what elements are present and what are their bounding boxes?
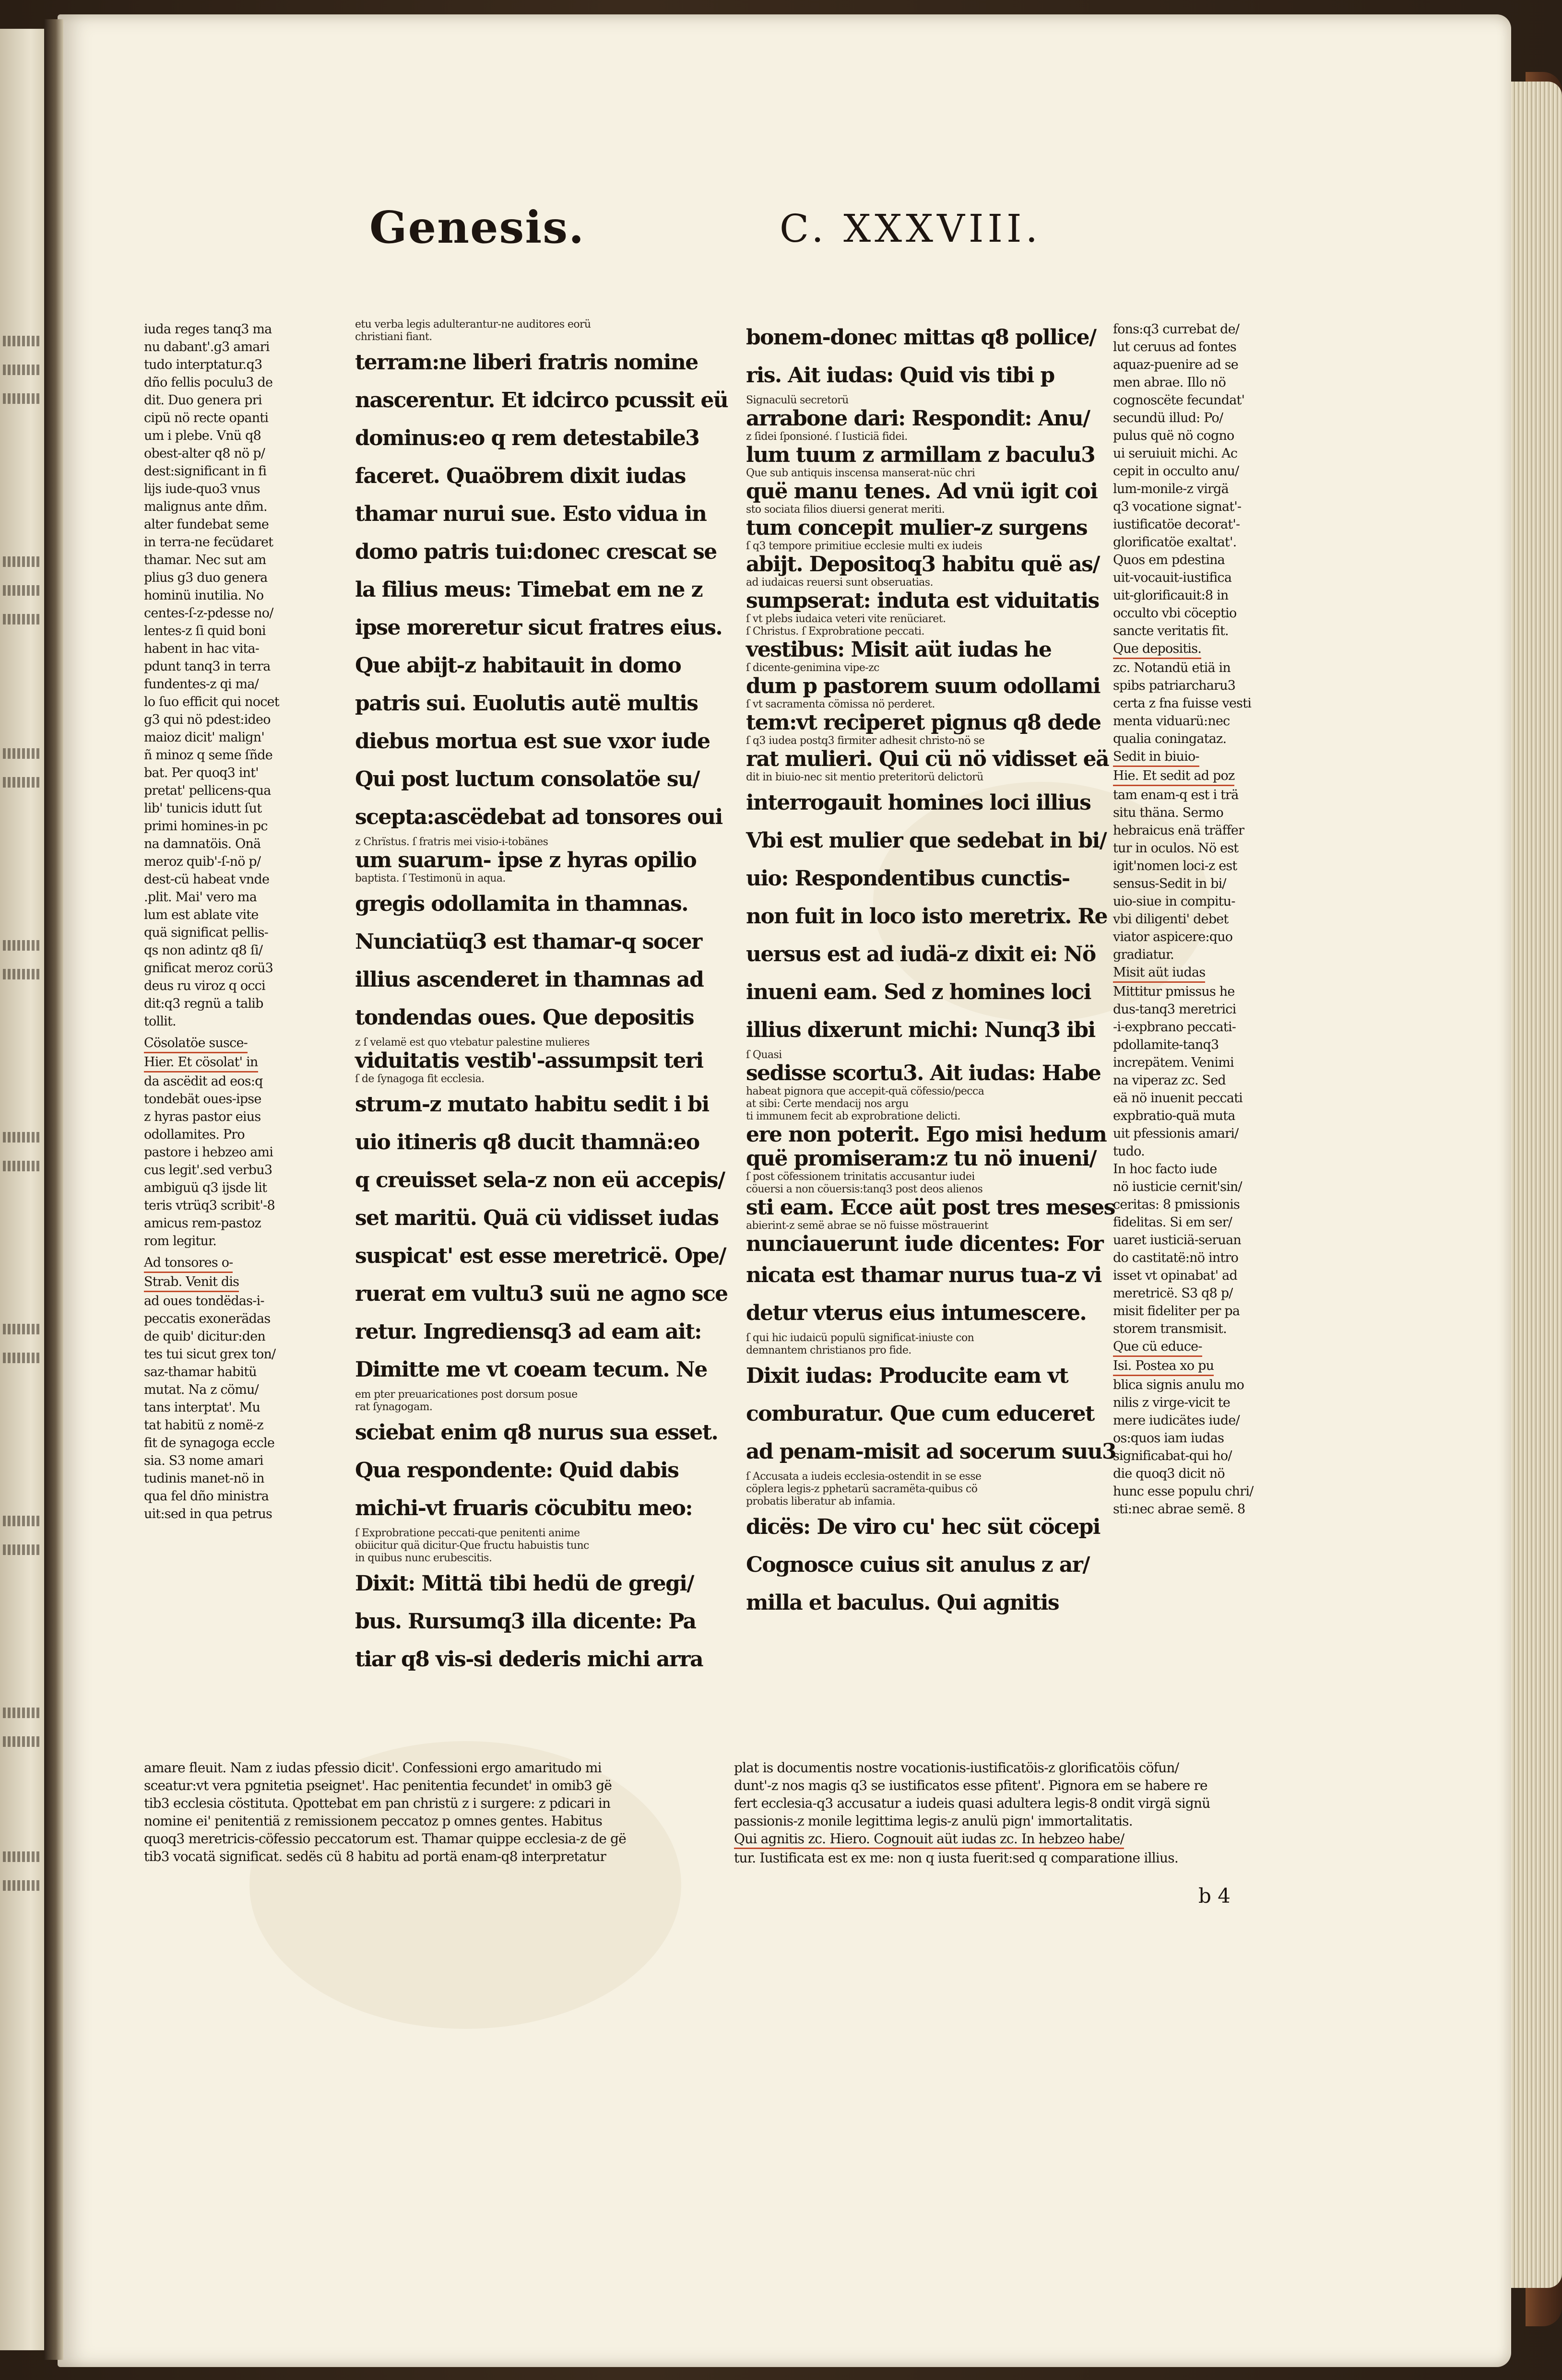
gloss-line: occulto vbi cöceptio: [1113, 606, 1237, 621]
gloss-line: quoq3 meretricis-cöfessio peccatorum est. Thamar quippe ecclesia-z de gë: [144, 1831, 627, 1847]
gloss-line: menta viduarü:nec: [1113, 714, 1230, 729]
gloss-line: ambiguü q3 ijsde lit: [144, 1180, 267, 1195]
gloss-line: cepit in occulto anu/: [1113, 464, 1239, 479]
text-line: bonem-donec mittas q8 pollice/: [746, 325, 1096, 350]
text-line: thamar nurui sue. Esto vidua in: [355, 502, 707, 526]
gloss-line: In hoc facto iude: [1113, 1162, 1217, 1177]
gloss-line: ui seruiuit michi. Ac: [1113, 446, 1238, 461]
gloss-line: amicus rem-pastoz: [144, 1216, 261, 1231]
gloss-line: situ thäna. Sermo: [1113, 805, 1223, 820]
gloss-line: iustificatöe decorat'-: [1113, 517, 1240, 532]
interlinear-gloss: etu verba legis adulterantur-ne auditores eorü: [355, 318, 591, 330]
gloss-line: Sedit in biuio-: [1113, 748, 1199, 767]
gloss-line: gradiatur.: [1113, 947, 1174, 962]
interlinear-gloss: ſ Quasi: [746, 1049, 782, 1061]
gloss-line: Isi. Postea xo pu: [1113, 1357, 1214, 1376]
gloss-line: isset vt opinabat' ad: [1113, 1268, 1237, 1283]
interlinear-gloss: sto sociata filios diuersi generat meriti.: [746, 504, 945, 516]
gloss-line: significabat-qui ho/: [1113, 1449, 1232, 1463]
gloss-line: fert ecclesia-q3 accusatur a iudeis quasi adultera legis-8 ondit virgä signü: [734, 1795, 1210, 1811]
interlinear-gloss: z ſ velamë est quo vtebatur palestine mulieres: [355, 1037, 590, 1049]
gloss-line: dit:q3 regnü a talib: [144, 996, 263, 1011]
gloss-line: Hie. Et sedit ad poz: [1113, 767, 1234, 786]
gloss-line: lut ceruus ad fontes: [1113, 340, 1236, 354]
text-line: ruerat em vultu3 suü ne agno sce: [355, 1282, 728, 1306]
gloss-line: maioz dicit' malign': [144, 730, 264, 745]
text-line: dum p pastorem suum odollami: [746, 674, 1100, 698]
text-line: milla et baculus. Qui agnitis: [746, 1591, 1059, 1615]
gloss-line: sia. S3 nome amari: [144, 1453, 263, 1468]
gloss-line: centes-ſ-z-pdesse no/: [144, 606, 273, 621]
interlinear-gloss: Que sub antiquis inscensa manserat-nüc chri: [746, 467, 975, 479]
interlinear-gloss: ſ Accusata a iudeis ecclesia-ostendit in se esse: [746, 1471, 982, 1483]
gloss-line: zc. Notandü etiä in: [1113, 660, 1231, 675]
running-title: Genesis.: [369, 201, 585, 253]
text-line: nascerentur. Et idcirco pcussit eü: [355, 388, 728, 412]
text-line: strum-z mutato habitu sedit i bi: [355, 1092, 709, 1117]
text-line: tem:vt reciperet pignus q8 dede: [746, 710, 1101, 735]
gloss-line: teris vtrüq3 scribit'-8: [144, 1198, 275, 1213]
text-line: um suarum- ipse z hyras opilio: [355, 848, 697, 872]
gloss-line: lum est ablate vite: [144, 907, 259, 922]
text-line: uersus est ad iudä-z dixit ei: Nö: [746, 942, 1096, 966]
text-line: q creuisset sela-z non eü accepis/: [355, 1168, 725, 1192]
gloss-line: um i plebe. Vnü q8: [144, 428, 261, 443]
text-line: Qua respondente: Quid dabis: [355, 1458, 679, 1483]
text-line: set maritü. Quä cü vidisset iudas: [355, 1206, 719, 1230]
text-line: detur vterus eius intumescere.: [746, 1301, 1087, 1325]
gloss-line: pdunt tanq3 in terra: [144, 659, 271, 674]
interlinear-gloss: ti immunem fecit ab exprobratione delicti.: [746, 1110, 960, 1122]
text-line: inueni eam. Sed z homines loci: [746, 980, 1091, 1004]
gloss-line: uit pfessionis amari/: [1113, 1126, 1239, 1141]
gloss-line: g3 qui nö pdest:ideo: [144, 712, 271, 727]
text-line: ad penam-misit ad socerum suu3: [746, 1439, 1116, 1464]
gloss-line: sancte veritatis fit.: [1113, 624, 1229, 638]
text-line: lum tuum z armillam z baculu3: [746, 443, 1095, 467]
interlinear-gloss: ad iudaicas reuersi sunt obseruatias.: [746, 577, 933, 589]
gloss-line: tat habitü z nomë-z: [144, 1418, 263, 1433]
text-line: dominus:eo q rem detestabile3: [355, 426, 699, 450]
interlinear-gloss: ſ q3 iudea postq3 firmiter adhesit christo-nö se: [746, 735, 985, 747]
book-gutter: [44, 19, 63, 2360]
interlinear-gloss: ſ dicente-genimina vipe-zc: [746, 662, 879, 674]
gloss-line: Que cü educe-: [1113, 1338, 1202, 1357]
interlinear-gloss: ſ vt plebs iudaica veteri vite renüciaret.: [746, 613, 946, 625]
gloss-line: lentes-z ſi quid boni: [144, 624, 266, 638]
gloss-line: men abrae. Illo nö: [1113, 375, 1226, 390]
bottom-gloss-right: [734, 1759, 1262, 1867]
gloss-line: storem transmisit.: [1113, 1321, 1227, 1336]
gloss-line: lijs iude-quo3 vnus: [144, 482, 260, 496]
gloss-line: tur in oculos. Nö est: [1113, 841, 1239, 856]
text-line: domo patris tui:donec crescat se: [355, 540, 717, 564]
text-line: dicës: De viro cu' hec süt cöcepi: [746, 1515, 1100, 1539]
gloss-line: os:quos iam iudas: [1113, 1431, 1224, 1446]
text-line: arrabone dari: Respondit: Anu/: [746, 406, 1090, 431]
gloss-line: sensus-Sedit in bi/: [1113, 876, 1226, 891]
gloss-line: hebraicus enä träffer: [1113, 823, 1244, 838]
gloss-line: plius g3 duo genera: [144, 570, 268, 585]
gloss-line: da ascëdit ad eos:q: [144, 1074, 263, 1089]
gloss-line: expbratio-quä muta: [1113, 1108, 1235, 1123]
gloss-line: aquaz-puenire ad se: [1113, 357, 1238, 372]
gloss-line: Cösolatöe susce-: [144, 1034, 248, 1053]
gloss-line: Mittitur pmissus he: [1113, 984, 1235, 999]
gloss-line: hunc esse populu chri/: [1113, 1484, 1254, 1499]
interlinear-gloss: z Chrïstus. ſ fratris mei visio-i-tobänes: [355, 836, 548, 848]
text-line: ere non poterit. Ego misi hedum: [746, 1122, 1107, 1147]
gloss-line: tes tui sicut grex ton/: [144, 1347, 276, 1362]
gloss-line: fundentes-z qi ma/: [144, 677, 259, 692]
text-line: retur. Ingrediensq3 ad eam ait:: [355, 1320, 701, 1344]
gloss-line: nö iusticie cernit'sin/: [1113, 1179, 1242, 1194]
gloss-line: .plit. Mai' vero ma: [144, 890, 257, 905]
gloss-line: cognoscëte fecundat': [1113, 393, 1245, 408]
gloss-line: plat is documentis nostre vocationis-iustificatöis-z glorificatöis cöfun/: [734, 1760, 1179, 1776]
gloss-line: mutat. Na z cömu/: [144, 1382, 259, 1397]
interlinear-gloss: cöuersi a non cöuersis:tanq3 post deos alienos: [746, 1183, 983, 1195]
gloss-line: pastore i hebzeo ami: [144, 1145, 273, 1160]
gloss-line: passionis-z monile legittima legis-z anulü pign' immortalitatis.: [734, 1813, 1133, 1829]
left-text-column: [355, 318, 728, 1678]
text-line: vestibus: Misit aüt iudas he: [746, 637, 1052, 662]
gloss-line: ceritas: 8 pmissionis: [1113, 1197, 1240, 1212]
gloss-line: Strab. Venit dis: [144, 1273, 239, 1292]
gloss-line: fons:q3 currebat de/: [1113, 322, 1240, 337]
gloss-line: na viperaz zc. Sed: [1113, 1073, 1226, 1088]
gloss-line: sti:nec abrae semë. 8: [1113, 1502, 1245, 1517]
gloss-line: lib' tunicis idutt ſut: [144, 801, 262, 816]
text-line: michi-vt fruaris cöcubitu meo:: [355, 1496, 693, 1520]
gloss-line: eä nö inuenit peccati: [1113, 1091, 1243, 1106]
gloss-line: ñ minoz q seme ſñde: [144, 748, 272, 763]
gloss-line: tudo.: [1113, 1144, 1145, 1159]
gloss-line: tans interptat'. Mu: [144, 1400, 260, 1415]
text-line: tiar q8 vis-si dederis michi arra: [355, 1647, 703, 1672]
text-line: terram:ne liberi fratris nomine: [355, 350, 698, 375]
text-line: Qui post luctum consolatöe su/: [355, 767, 699, 791]
gloss-line: -i-expbrano peccati-: [1113, 1020, 1236, 1035]
text-line: Cognosce cuius sit anulus z ar/: [746, 1553, 1089, 1577]
gloss-line: fidelitas. Si em ser/: [1113, 1215, 1232, 1230]
interlinear-gloss: obiicitur quä dicitur-Que fructu habuistis tunc: [355, 1540, 589, 1552]
text-line: Dixit iudas: Producite eam vt: [746, 1364, 1068, 1388]
gloss-line: viator aspicere:quo: [1113, 930, 1233, 944]
bottom-gloss-left: [144, 1759, 672, 1865]
gloss-line: Quos em pdestina: [1113, 553, 1225, 567]
interlinear-gloss: rat ſynagogam.: [355, 1401, 433, 1413]
gloss-line: tur. Iustificata est ex me: non q iusta fuerit:sed q comparatione illius.: [734, 1850, 1178, 1866]
gloss-line: dit. Duo genera pri: [144, 393, 262, 408]
gloss-line: cus legit'.sed verbu3: [144, 1163, 272, 1178]
gloss-line: odollamites. Pro: [144, 1127, 245, 1142]
gloss-line: primi homines-in pc: [144, 819, 268, 834]
gloss-line: Qui agnitis zc. Hiero. Cognouit aüt iudas zc. In hebzeo habe/: [734, 1830, 1124, 1849]
interlinear-gloss: demnantem christianos pro fide.: [746, 1344, 911, 1356]
gloss-line: saz-thamar habitü: [144, 1365, 257, 1379]
text-line: tum concepit mulier-z surgens: [746, 516, 1088, 540]
gloss-line: nu dabant'.g3 amari: [144, 340, 270, 354]
gloss-line: ad oues tondëdas-i-: [144, 1294, 264, 1308]
text-line: rat mulieri. Qui cü nö vidisset eä: [746, 747, 1109, 771]
interlinear-gloss: ſ post cöfessionem trinitatis accusantur iudei: [746, 1171, 975, 1183]
gloss-line: de quib' dicitur:den: [144, 1329, 266, 1344]
text-line: sedisse scortu3. Ait iudas: Habe: [746, 1061, 1101, 1085]
gloss-line: spibs patriarcharu3: [1113, 678, 1236, 693]
gloss-line: igit'nomen loci-z est: [1113, 859, 1237, 873]
gloss-line: secundü illud: Po/: [1113, 411, 1223, 425]
text-line: patris sui. Euolutis autë multis: [355, 691, 698, 716]
gloss-line: tudo interptatur.q3: [144, 357, 262, 372]
gloss-line: glorificatöe exaltat'.: [1113, 535, 1237, 550]
interlinear-gloss: cöplera legis-z pphetarü sacramëta-quibus cö: [746, 1483, 978, 1495]
gloss-line: tudinis manet-nö in: [144, 1471, 264, 1486]
text-line: ipse moreretur sicut fratres eius.: [355, 615, 722, 640]
text-line: uio itineris q8 ducit thamnä:eo: [355, 1130, 699, 1155]
gloss-line: meroz quib'-ſ-nö p/: [144, 854, 261, 869]
text-line: suspicat' est esse meretricë. Ope/: [355, 1244, 726, 1268]
text-line: illius dixerunt michi: Nunq3 ibi: [746, 1018, 1095, 1042]
interlinear-gloss: ſ qui hic iudaicü populü significat-iniuste con: [746, 1332, 974, 1344]
gloss-line: na damnatöis. Onä: [144, 837, 261, 851]
text-line: ris. Ait iudas: Quid vis tibi p: [746, 363, 1054, 388]
gloss-line: Ad tonsores o-: [144, 1254, 233, 1273]
gloss-line: pdollamite-tanq3: [1113, 1037, 1219, 1052]
text-line: diebus mortua est sue vxor iude: [355, 729, 710, 754]
gloss-line: vbi diligenti' debet: [1113, 912, 1229, 927]
interlinear-gloss: em pter preuaricationes post dorsum posue: [355, 1389, 578, 1401]
gloss-line: uio-siue in compitu-: [1113, 894, 1235, 909]
gloss-line: pulus quë nö cogno: [1113, 428, 1234, 443]
text-line: sti eam. Ecce aüt post tres meses: [746, 1195, 1115, 1220]
gloss-line: quä significat pellis-: [144, 925, 268, 940]
gloss-line: fit de synagoga eccle: [144, 1436, 275, 1450]
right-gloss-column: [1113, 320, 1266, 1518]
gloss-line: tib3 ecclesia cöstituta. Qpottebat em pan christü z i surgere: z pdicari in: [144, 1795, 611, 1811]
text-line: Nunciatüq3 est thamar-q socer: [355, 930, 702, 954]
text-line: quë promiseram:z tu nö inueni/: [746, 1146, 1096, 1171]
interlinear-gloss: in quibus nunc erubescitis.: [355, 1552, 492, 1564]
interlinear-gloss: ſ Exprobratione peccati-que penitenti anime: [355, 1527, 580, 1539]
text-line: gregis odollamita in thamnas.: [355, 892, 688, 916]
gloss-line: malignus ante dñm.: [144, 499, 267, 514]
gloss-line: meretricë. S3 q8 p/: [1113, 1286, 1233, 1301]
gloss-line: Hier. Et cösolat' in: [144, 1053, 258, 1072]
facing-page-edge: [0, 29, 44, 2350]
gloss-line: tam enam-q est i trä: [1113, 788, 1239, 802]
text-line: bus. Rursumq3 illa dicente: Pa: [355, 1609, 696, 1634]
gloss-line: increpätem. Venimi: [1113, 1055, 1234, 1070]
interlinear-gloss: Signaculü secretorü: [746, 394, 849, 406]
gloss-line: uit-vocauit-iustifica: [1113, 570, 1232, 585]
text-line: abijt. Depositoq3 habitu quë as/: [746, 552, 1100, 577]
chapter-number: C. XXXVIII.: [780, 206, 1042, 251]
text-line: nicata est thamar nurus tua-z vi: [746, 1263, 1101, 1287]
gloss-line: qua fel dño ministra: [144, 1489, 269, 1504]
gloss-line: dest-cü habeat vnde: [144, 872, 270, 887]
gloss-line: uaret iusticiä-seruan: [1113, 1233, 1241, 1248]
signature-mark: b 4: [1198, 1884, 1231, 1908]
gloss-line: rom legitur.: [144, 1234, 217, 1249]
gloss-line: q3 vocatione signat'-: [1113, 499, 1242, 514]
gloss-line: in terra-ne fecüdaret: [144, 535, 273, 550]
gloss-line: dunt'-z nos magis q3 se iustificatos esse pfitent'. Pignora em se habere re: [734, 1778, 1207, 1793]
interlinear-gloss: baptista. ſ Testimonü in aqua.: [355, 872, 506, 884]
gloss-line: habent in hac vita-: [144, 641, 260, 656]
interlinear-gloss: ſ Christus. ſ Exprobratione peccati.: [746, 625, 924, 637]
gloss-line: amare fleuit. Nam z iudas pfessio dicit'. Confessioni ergo amaritudo mi: [144, 1760, 602, 1776]
gloss-line: gnificat meroz corü3: [144, 961, 273, 976]
right-text-column: [746, 318, 1116, 1622]
text-line: viduitatis vestib'-assumpsit teri: [355, 1049, 703, 1073]
gloss-line: nilis z virge-vicit te: [1113, 1395, 1231, 1410]
interlinear-gloss: habeat pignora que accepit-quä cöfessio/pecca: [746, 1085, 984, 1097]
gloss-line: dest:significant in fi: [144, 464, 267, 479]
gloss-line: pretat' pellicens-qua: [144, 783, 271, 798]
text-line: uio: Respondentibus cunctis-: [746, 866, 1070, 891]
text-line: comburatur. Que cum educeret: [746, 1402, 1094, 1426]
text-line: sumpserat: induta est viduitatis: [746, 589, 1099, 613]
text-line: Vbi est mulier que sedebat in bi/: [746, 828, 1107, 853]
gloss-line: tollit.: [144, 1014, 176, 1029]
text-line: quë manu tenes. Ad vnü igit coi: [746, 479, 1098, 504]
gloss-line: misit fideliter per pa: [1113, 1304, 1240, 1319]
gloss-line: uit-glorificauit:8 in: [1113, 588, 1229, 603]
text-line: Dixit: Mittä tibi hedü de gregi/: [355, 1571, 694, 1596]
gloss-line: Misit aüt iudas: [1113, 964, 1205, 983]
gloss-line: mere iudicätes iude/: [1113, 1413, 1240, 1428]
text-line: interrogauit homines loci illius: [746, 790, 1091, 815]
text-line: non fuit in loco isto meretrix. Re: [746, 904, 1107, 929]
gloss-line: alter fundebat seme: [144, 517, 269, 532]
gloss-line: lo ſuo efficit qui nocet: [144, 695, 279, 709]
gloss-line: dus-tanq3 meretrici: [1113, 1002, 1236, 1017]
left-gloss-column: [144, 320, 297, 1523]
text-line: illius ascenderet in thamnas ad: [355, 967, 704, 992]
text-line: Que abijt-z habitauit in domo: [355, 653, 681, 678]
gloss-line: tondebät oues-ipse: [144, 1092, 261, 1107]
text-line: tondendas oues. Que depositis: [355, 1005, 694, 1030]
gloss-line: Que depositis.: [1113, 640, 1201, 659]
text-line: la filius meus: Timebat em ne z: [355, 577, 703, 602]
gloss-line: die quoq3 dicit nö: [1113, 1466, 1225, 1481]
gloss-line: thamar. Nec sut am: [144, 553, 266, 567]
gloss-line: peccatis exonerädas: [144, 1311, 271, 1326]
interlinear-gloss: probatis liberatur ab infamia.: [746, 1496, 896, 1508]
text-line: scepta:ascëdebat ad tonsores oui: [355, 805, 722, 829]
interlinear-gloss: christiani fiant.: [355, 331, 432, 343]
gloss-line: qualia coningataz.: [1113, 731, 1227, 746]
gloss-line: deus ru viroz q occi: [144, 978, 265, 993]
interlinear-gloss: abierint-z semë abrae se nö fuisse möstrauerint: [746, 1220, 988, 1232]
interlinear-gloss: ſ q3 tempore primitiue ecclesie multi ex iudeis: [746, 540, 982, 552]
interlinear-gloss: dit in biuio-nec sit mentio preteritorü delictorü: [746, 771, 983, 783]
interlinear-gloss: at sibi: Certe mendacij nos argu: [746, 1098, 909, 1110]
text-line: faceret. Quaöbrem dixit iudas: [355, 464, 686, 488]
gloss-line: certa z fna fuisse vesti: [1113, 696, 1252, 711]
gloss-line: hominü inutilia. No: [144, 588, 264, 603]
interlinear-gloss: z ſidei ſponsioné. ſ Iusticiä fidei.: [746, 431, 908, 443]
gloss-line: uit:sed in qua petrus: [144, 1507, 272, 1521]
gloss-line: cipü nö recte opanti: [144, 411, 269, 425]
gloss-line: obest-alter q8 nö p/: [144, 446, 265, 461]
gloss-line: dño fellis poculu3 de: [144, 375, 273, 390]
text-line: Dimitte me vt coeam tecum. Ne: [355, 1357, 707, 1382]
gloss-line: qs non adintz q8 ſi/: [144, 943, 263, 958]
gloss-line: lum-monile-z virgä: [1113, 482, 1229, 496]
interlinear-gloss: ſ vt sacramenta cömissa nö perderet.: [746, 698, 935, 710]
gloss-line: nomine ei' penitentiä z remissionem peccatoz p omnes gentes. Habitus: [144, 1813, 603, 1829]
interlinear-gloss: ſ de ſynagoga fit ecclesia.: [355, 1073, 485, 1085]
gloss-line: blica signis anulu mo: [1113, 1378, 1244, 1392]
text-line: nunciauerunt iude dicentes: For: [746, 1232, 1103, 1256]
gloss-line: tib3 vocatä significat. sedës cü 8 habitu ad portä enam-q8 interpretatur: [144, 1849, 606, 1864]
gloss-line: iuda reges tanq3 ma: [144, 322, 272, 337]
gloss-line: do castitatë:nö intro: [1113, 1250, 1239, 1265]
gloss-line: sceatur:vt vera pgnitetia pseignet'. Hac penitentia fecundet' in omib3 gë: [144, 1778, 612, 1793]
text-line: sciebat enim q8 nurus sua esset.: [355, 1420, 718, 1445]
gloss-line: z hyras pastor eius: [144, 1109, 261, 1124]
gloss-line: bat. Per quoq3 int': [144, 766, 259, 780]
